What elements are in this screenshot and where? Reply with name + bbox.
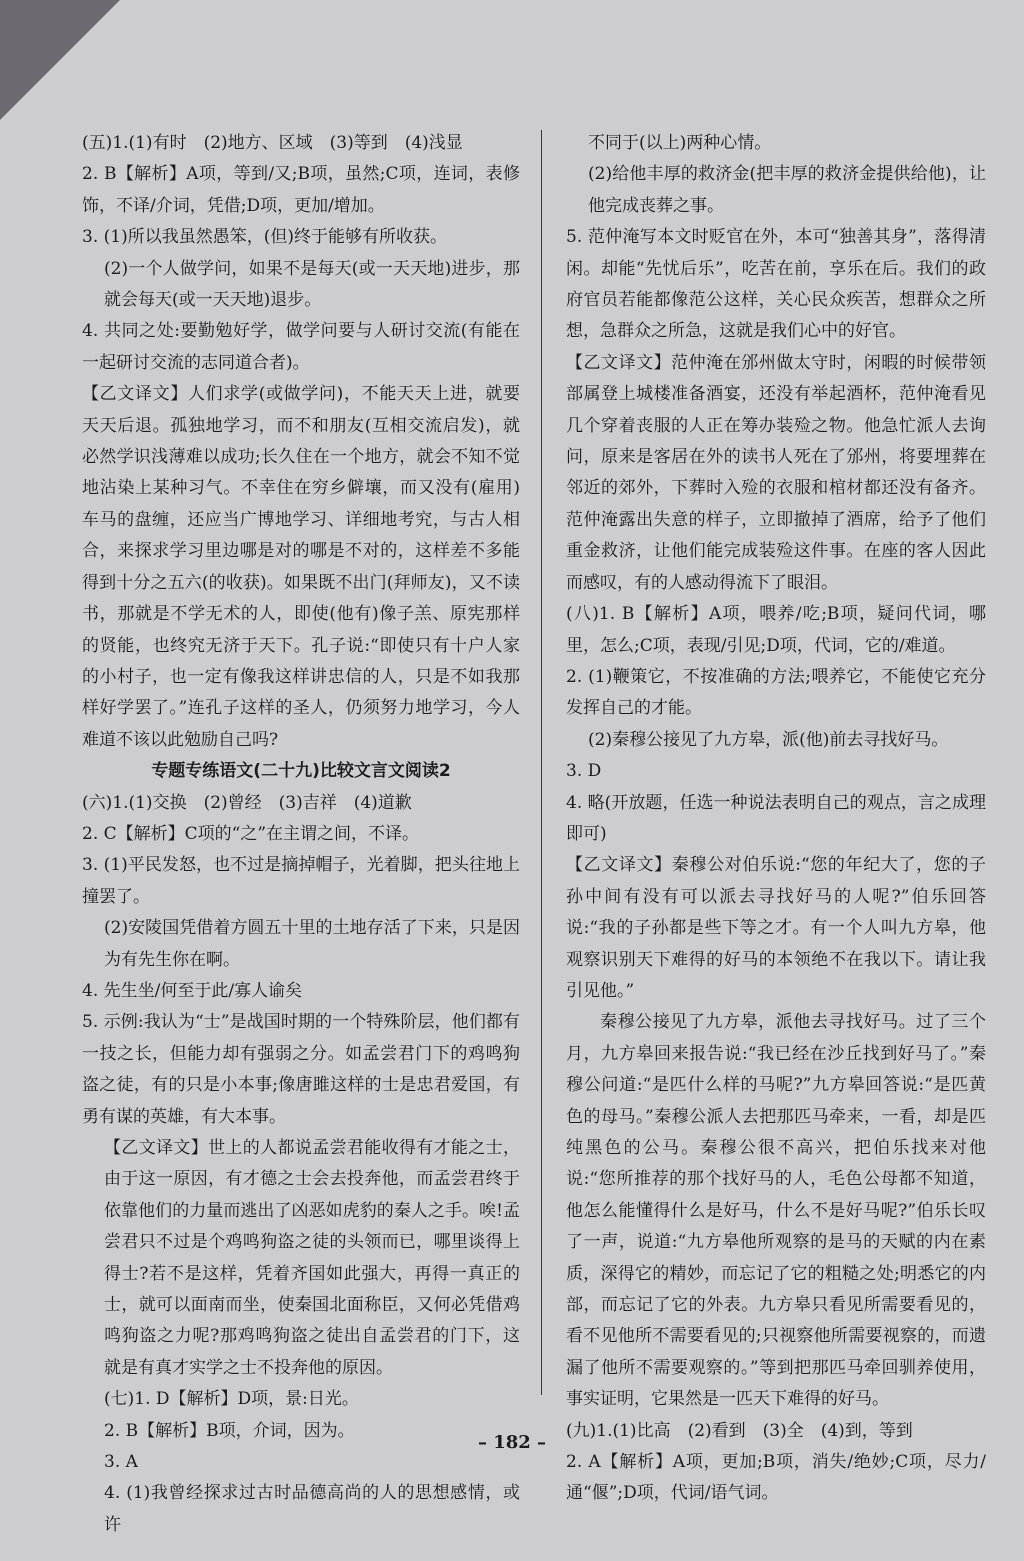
- paragraph: (2)一个人做学问，如果不是每天(或一天天地)进步，那就会每天(或一天天地)退步。: [104, 258, 520, 311]
- paragraph: 5. 范仲淹写本文时贬官在外，本可“独善其身”，落得清闲。却能“先忧后乐”，吃苦在前，享乐在后。我们的政府官员若能都像范公这样，关心民众疾苦，想群众之所想，急群众之所急，这就是我们心中的好官。: [566, 227, 986, 342]
- paragraph: (2)秦穆公接见了九方皋，派(他)前去寻找好马。: [588, 729, 949, 750]
- paragraph: 4. (1)我曾经探求过古时品德高尚的人的思想感情，或许: [104, 1483, 521, 1535]
- paragraph: 秦穆公接见了九方皋，派他去寻找好马。过了三个月，九方皋回来报告说:“我已经在沙丘找到好马了。”秦穆公问道:“是匹什么样的马呢?”九方皋回答说:“是匹黄色的母马。”秦穆公派人去把那匹马牵来，一看，却是匹纯黑色的公马。秦穆公很不高兴，把伯乐找来对他说:“您所推荐的那个找好马的人，毛色公母都不知道，他怎么能懂得什么是好马，什么不是好马呢?”伯乐长叹了一声，说道:“九方皋他所观察的是马的天赋的内在素质，深得它的精妙，而忘记了它的粗糙之处;明悉它的内部，而忘记了它的外表。九方皋只看见所需要看见的，看不见他所不需要看见的;只视察他所需要视察的，而遗漏了他所不需要观察的。”等到把那匹马牵回驯养使用，事实证明，它果然是一匹天下难得的好马。: [566, 1012, 986, 1410]
- paragraph: 3. A: [104, 1452, 138, 1473]
- left-column: [82, 128, 520, 1541]
- paragraph: 3. D: [566, 761, 602, 782]
- paragraph: (六)1.(1)交换 (2)曾经 (3)吉祥 (4)道歉: [82, 792, 412, 813]
- paragraph: 4. 略(开放题，任选一种说法表明自己的观点，言之成理即可): [566, 792, 986, 844]
- paragraph: 2. (1)鞭策它，不按准确的方法;喂养它，不能使它充分发挥自己的才能。: [566, 666, 986, 719]
- paragraph: (五)1.(1)有时 (2)地方、区域 (3)等到 (4)浅显: [82, 133, 463, 153]
- column-divider: [541, 130, 542, 1395]
- paragraph: 2. C【解析】C项的“之”在主谓之间，不译。: [82, 823, 420, 844]
- paragraph: 5. 示例:我认为“士”是战国时期的一个特殊阶层，他们都有一技之长，但能力却有强弱之分。如孟尝君门下的鸡鸣狗盗之徒，有的只是小本事;像唐雎这样的士是忠君爱国，有勇有谋的英雄，有大本事。: [82, 1012, 520, 1127]
- paragraph: 2. A【解析】A项，更加;B项，消失/绝妙;C项，尽力/通“偃”;D项，代词/语气词。: [566, 1452, 986, 1504]
- paragraph: 3. (1)平民发怒，也不过是摘掉帽子，光着脚，把头往地上撞罢了。: [82, 855, 520, 907]
- paragraph: 2. B【解析】A项，等到/又;B项，虽然;C项，连词，表修饰，不译/介词，凭借;D项，更加/增加。: [82, 164, 520, 216]
- paragraph: 【乙文译文】范仲淹在邠州做太守时，闲暇的时候带领部属登上城楼准备酒宴，还没有举起酒杯，范仲淹看见几个穿着丧服的人正在筹办装殓之物。他急忙派人去询问，原来是客居在外的读书人死在了邠州，将要埋葬在邻近的郊外，下葬时入殓的衣服和棺材都还没有备齐。范仲淹露出失意的样子，立即撤掉了酒席，给予了他们重金救济，让他们能完成装殓这件事。在座的客人因此而感叹，有的人感动得流下了眼泪。: [566, 352, 986, 593]
- paragraph: 【乙文译文】世上的人都说孟尝君能收得有才能之士，由于这一原因，有才德之士会去投奔他，而孟尝君终于依靠他们的力量而逃出了凶恶如虎豹的秦人之手。唉!孟尝君只不过是个鸡鸣狗盗之徒的头领而已，哪里谈得上得士?若不是这样，凭着齐国如此强大，再得一真正的士，就可以面南而坐，使秦国北面称臣，又何必凭借鸡鸣狗盗之力呢?那鸡鸣狗盗之徒出自孟尝君的门下，这就是有真才实学之士不投奔他的原因。: [104, 1138, 520, 1378]
- paragraph: 4. 先生坐/何至于此/寡人谕矣: [82, 980, 303, 1001]
- paragraph: (2)给他丰厚的救济金(把丰厚的救济金提供给他)，让他完成丧葬之事。: [588, 164, 986, 216]
- paragraph: (七)1. D【解析】D项，景:日光。: [104, 1389, 359, 1410]
- paragraph: 【乙文译文】人们求学(或做学问)，不能天天上进，就要天天后退。孤独地学习，而不和朋友(互相交流启发)，就必然学识浅薄难以成功;长久住在一个地方，就会不知不觉地沾染上某种习气。不幸住在穷乡僻壤，而又没有(雇用)车马的盘缠，还应当广博地学习、详细地考究，与古人相合，来探求学习里边哪是对的哪是不对的，这样差不多能得到十分之五六(的收获)。如果既不出门(拜师友)，又不读书，那就是不学无术的人，即使(他有)像子羔、原宪那样的贤能，也终究无济于天下。孔子说:“即使只有十户人家的小村子，也一定有像我这样讲忠信的人，只是不如我那样好学罢了。”连孔子这样的圣人，仍须努力地学习，今人难道不该以此勉励自己吗?: [82, 384, 520, 750]
- paragraph: 不同于(以上)两种心情。: [588, 133, 772, 153]
- right-column: [566, 128, 986, 1510]
- paragraph: 【乙文译文】秦穆公对伯乐说:“您的年纪大了，您的子孙中间有没有可以派去寻找好马的人呢?”伯乐回答说:“我的子孙都是些下等之才。有一个人叫九方皋，他观察识别天下难得的好马的本领绝不在我以下。请让我引见他。”: [566, 855, 986, 1001]
- paragraph: (八)1. B【解析】A项，喂养/吃;B项，疑问代词，哪里，怎么;C项，表现/引见;D项，代词，它的/难道。: [566, 604, 986, 656]
- section-heading: 专题专练语文(二十九)比较文言文阅读2: [151, 761, 451, 782]
- paragraph: (2)安陵国凭借着方圆五十里的土地存活了下来，只是因为有先生你在啊。: [104, 918, 520, 970]
- paragraph: (九)1.(1)比高 (2)看到 (3)全 (4)到，等到: [566, 1420, 913, 1441]
- paragraph: 2. B【解析】B项，介词，因为。: [104, 1420, 355, 1441]
- page-number: – 182 –: [477, 1432, 547, 1453]
- page-corner-fold: [0, 0, 120, 120]
- paragraph: 3. (1)所以我虽然愚笨，(但)终于能够有所收获。: [82, 227, 447, 248]
- paragraph: 4. 共同之处:要勤勉好学，做学问要与人研讨交流(有能在一起研讨交流的志同道合者)。: [82, 321, 520, 373]
